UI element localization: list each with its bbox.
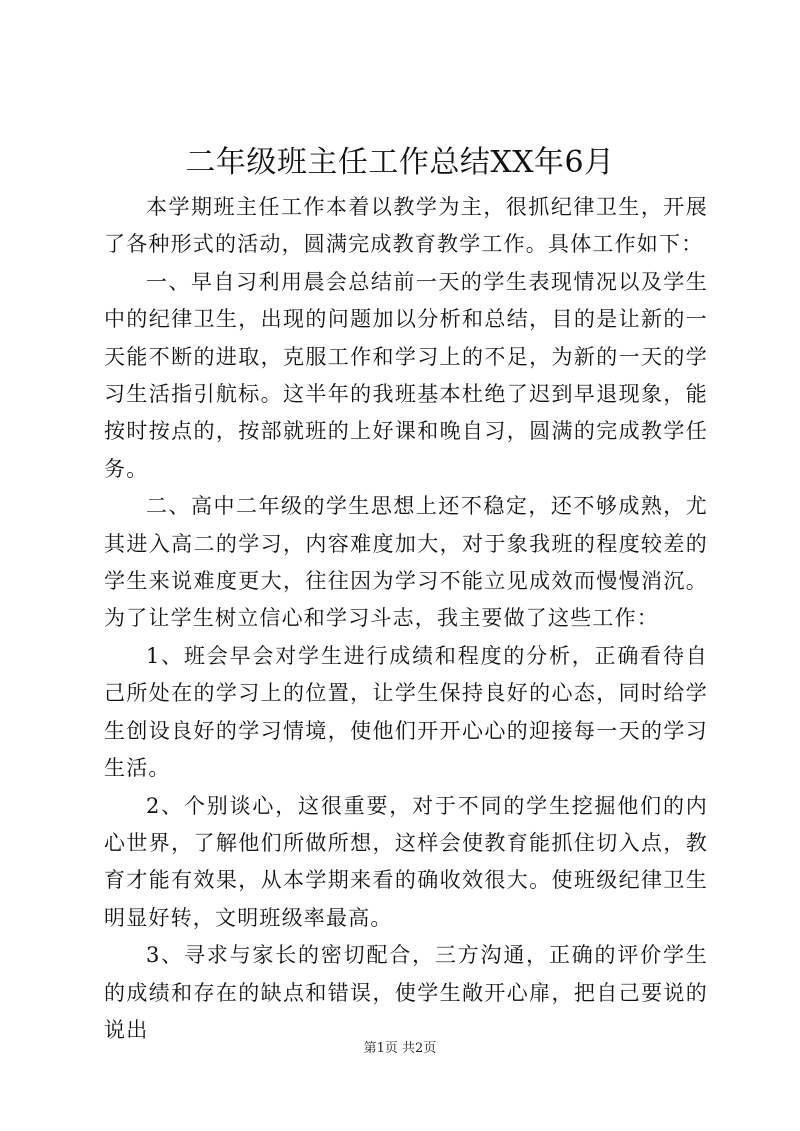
paragraph-intro: 本学期班主任工作本着以教学为主，很抓纪律卫生，开展了各种形式的活动，圆满完成教育教学工作。具体工作如下： bbox=[104, 195, 708, 257]
paragraph-item-2: 2、个别谈心，这很重要，对于不同的学生挖掘他们的内心世界，了解他们所做所想，这样会使教育能抓住切入点，教育才能有效果，从本学期来看的确收效很大。使班级纪律卫生明显好转，文明班级率最高。 bbox=[104, 793, 708, 930]
page-number-footer: 第1页 共2页 bbox=[363, 1041, 437, 1056]
paragraph-two: 二、高中二年级的学生思想上还不稳定，还不够成熟，尤其进入高二的学习，内容难度加大，对于象我班的程度较差的学生来说难度更大，往往因为学习不能立见成效而慢慢消沉。为了让学生树立信心和学习斗志，我主要做了这些工作： bbox=[104, 494, 708, 631]
paragraph-one: 一、早自习利用晨会总结前一天的学生表现情况以及学生中的纪律卫生，出现的问题加以分析和总结，目的是让新的一天能不断的进取，克服工作和学习上的不足，为新的一天的学习生活指引航标。这半年的我班基本杜绝了迟到早退现象，能按时按点的，按部就班的上好课和晚自习，圆满的完成教学任务。 bbox=[104, 269, 708, 481]
document-title: 二年级班主任工作总结XX年6月 bbox=[185, 145, 615, 180]
paragraph-item-1: 1、班会早会对学生进行成绩和程度的分析，正确看待自己所处在的学习上的位置，让学生保持良好的心态，同时给学生创设良好的学习情境，使他们开开心心的迎接每一天的学习生活。 bbox=[104, 643, 708, 781]
document-body bbox=[104, 189, 708, 1049]
paragraph-item-3: 3、寻求与家长的密切配合，三方沟通，正确的评价学生的成绩和存在的缺点和错误，使学生敞开心扉，把自己要说的说出 bbox=[104, 943, 708, 1042]
